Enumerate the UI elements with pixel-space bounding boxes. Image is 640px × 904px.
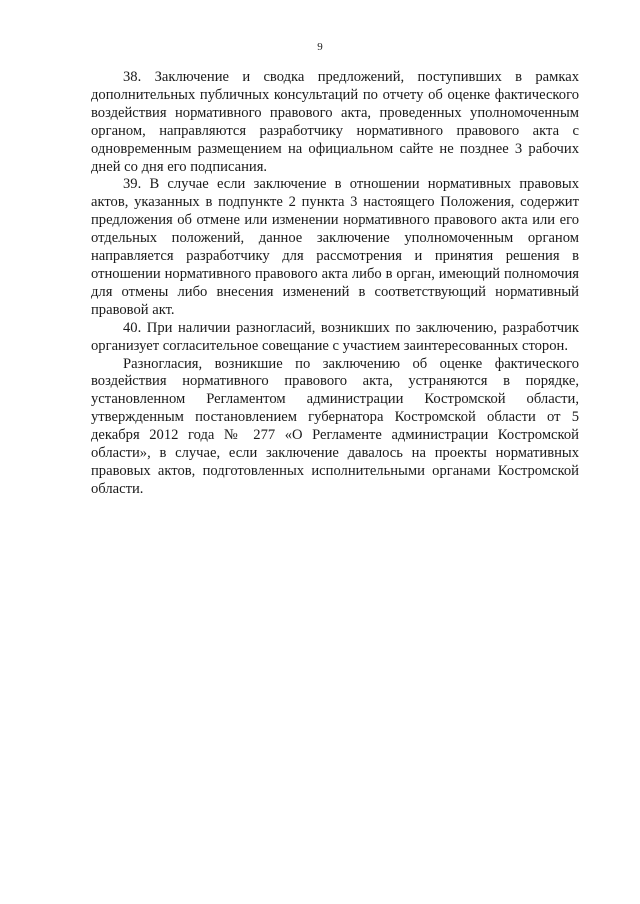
document-body <box>91 69 579 499</box>
paragraph-40: 40. При наличии разногласий, возникших по заключению, разработчик организует согласительное совещание с участием заинтересованных сторон. <box>91 319 579 354</box>
paragraph-38: 38. Заключение и сводка предложений, поступивших в рамках дополнительных публичных консультаций по отчету об оценке фактического воздействия нормативного правового акта, проведенных уполномоченным органом, направляются разработчику нормативного правового акта с одновременным размещением на официальном сайте не позднее 3 рабочих дней со дня его подписания. <box>91 69 579 175</box>
paragraph-disagreements: Разногласия, возникшие по заключению об оценке фактического воздействия нормативного правового акта, устраняются в порядке, установленном Регламентом администрации Костромской области, утвержденным постановлением губернатора Костромской области от 5 декабря 2012 года № 277 «О Регламенте администрации Костромской области», в случае, если заключение давалось на проекты нормативных правовых актов, подготовленных исполнительными органами Костромской области. <box>91 355 579 497</box>
paragraph-39: 39. В случае если заключение в отношении нормативных правовых актов, указанных в подпункте 2 пункта 3 настоящего Положения, содержит предложения об отмене или изменении нормативного правового акта или его отдельных положений, данное заключение уполномоченным органом направляется разработчику для рассмотрения и принятия решения в отношении нормативного правового акта либо в орган, имеющий полномочия для отмены либо внесения изменений в соответствующий нормативный правовой акт. <box>91 176 579 318</box>
page-number: 9 <box>317 41 323 53</box>
